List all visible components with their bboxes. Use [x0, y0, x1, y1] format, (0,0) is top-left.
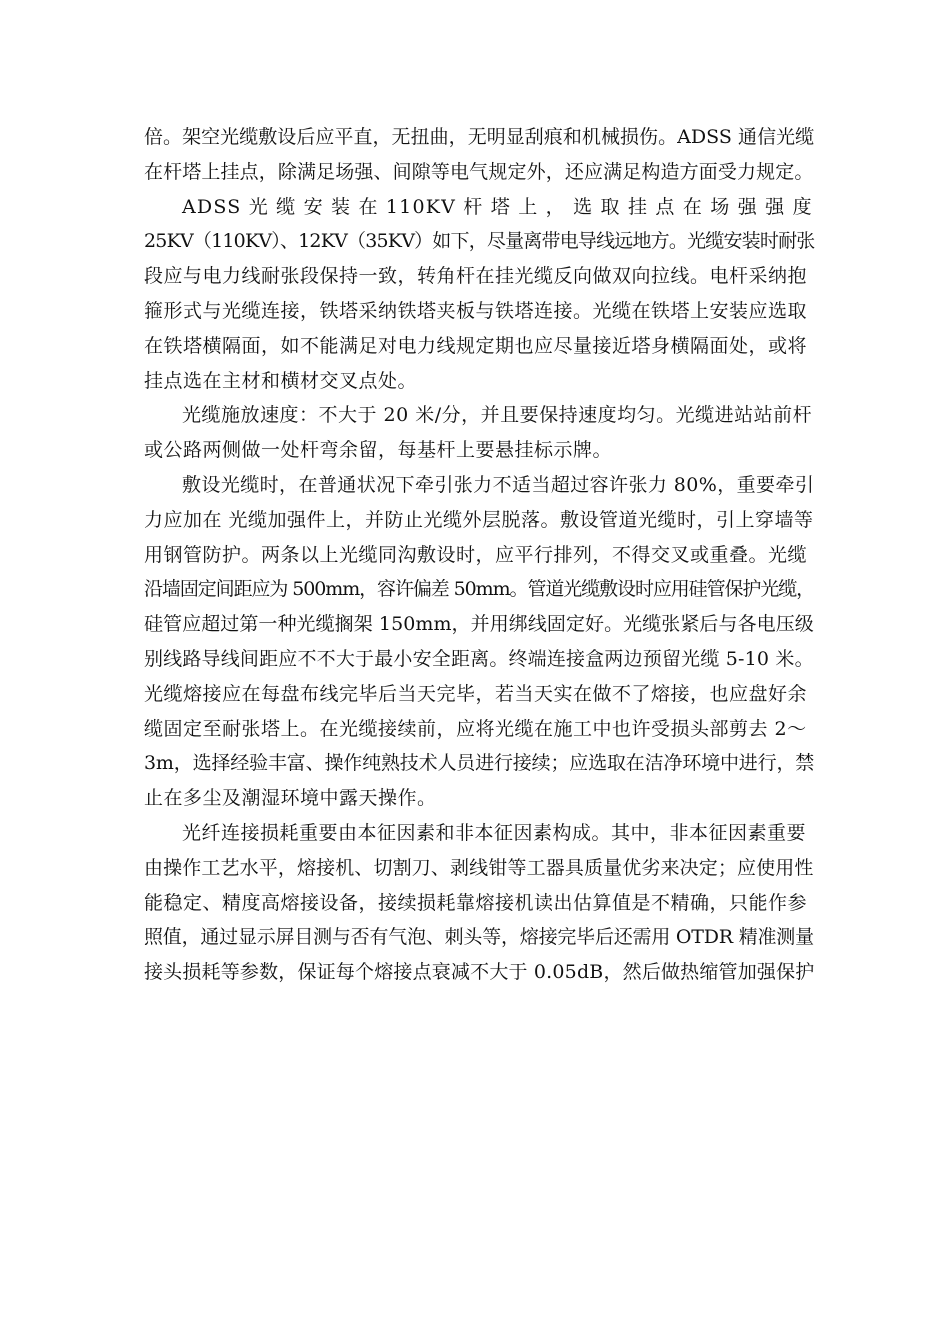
text-line: 光缆熔接应在每盘布线完毕后当天完毕，若当天实在做不了熔接，也应盘好余 [144, 682, 808, 705]
text-line: 3m，选择经验丰富、操作纯熟技术人员进行接续；应选取在洁净环境中进行，禁 [144, 752, 815, 775]
text-line: 照值，通过显示屏目测与否有气泡、刺头等，熔接完毕后还需用 OTDR 精准测量 [144, 926, 814, 949]
text-line: ADSS 光 缆 安 装 在 110KV 杆 塔 上 ， 选 取 挂 点 在 场 强 强 度 [182, 195, 813, 218]
text-line: 能稳定、精度高熔接设备，接续损耗靠熔接机读出估算值是不精确，只能作参 [144, 891, 808, 914]
text-line: 沿墙固定间距应为 500mm，容许偏差 50mm。管道光缆敷设时应用硅管保护光缆， [144, 578, 815, 601]
text-line: 接头损耗等参数，保证每个熔接点衰减不大于 0.05dB，然后做热缩管加强保护 [144, 961, 815, 984]
text-line: 段应与电力线耐张段保持一致，转角杆在挂光缆反向做双向拉线。电杆采纳抱 [144, 265, 808, 288]
text-line: 硅管应超过第一种光缆搁架 150mm，并用绑线固定好。光缆张紧后与各电压级 [144, 613, 814, 636]
text-line: 由操作工艺水平，熔接机、切割刀、剥线钳等工器具质量优劣来决定；应使用性 [144, 856, 814, 879]
text-line: 在铁塔横隔面，如不能满足对电力线规定期也应尽量接近塔身横隔面处，或将 [144, 334, 808, 357]
text-line: 用钢管防护。两条以上光缆同沟敷设时，应平行排列，不得交叉或重叠。光缆 [144, 543, 808, 566]
text-line: 倍。架空光缆敷设后应平直，无扭曲，无明显刮痕和机械损伤。ADSS 通信光缆 [144, 126, 815, 148]
text-line: 箍形式与光缆连接，铁塔采纳铁塔夹板与铁塔连接。光缆在铁塔上安装应选取 [144, 299, 808, 322]
text-line: 缆固定至耐张塔上。在光缆接续前，应将光缆在施工中也许受损头部剪去 2～ [144, 717, 807, 740]
body-text [144, 120, 814, 990]
text-line: 敷设光缆时，在普通状况下牵引张力不适当超过容许张力 80%，重要牵引 [182, 473, 815, 496]
text-line: 或公路两侧做一处杆弯余留，每基杆上要悬挂标示牌。 [144, 439, 613, 462]
text-line: 光纤连接损耗重要由本征因素和非本征因素构成。其中，非本征因素重要 [182, 821, 807, 844]
text-line: 光缆施放速度：不大于 20 米/分，并且要保持速度均匀。光缆进站站前杆 [182, 404, 813, 427]
text-line: 止在多尘及潮湿环境中露天操作。 [144, 787, 437, 810]
text-line: 25KV（110KV）、12KV（35KV）如下，尽量离带电导线远地方。光缆安装时耐张 [144, 230, 815, 253]
text-line: 在杆塔上挂点，除满足场强、间隙等电气规定外，还应满足构造方面受力规定。 [144, 160, 814, 183]
text-line: 挂点选在主材和横材交叉点处。 [144, 369, 418, 392]
text-line: 力应加在 光缆加强件上，并防止光缆外层脱落。敷设管道光缆时，引上穿墙等 [144, 508, 814, 531]
text-line: 别线路导线间距应不不大于最小安全距离。终端连接盒两边预留光缆 5-10 米。 [144, 647, 814, 670]
